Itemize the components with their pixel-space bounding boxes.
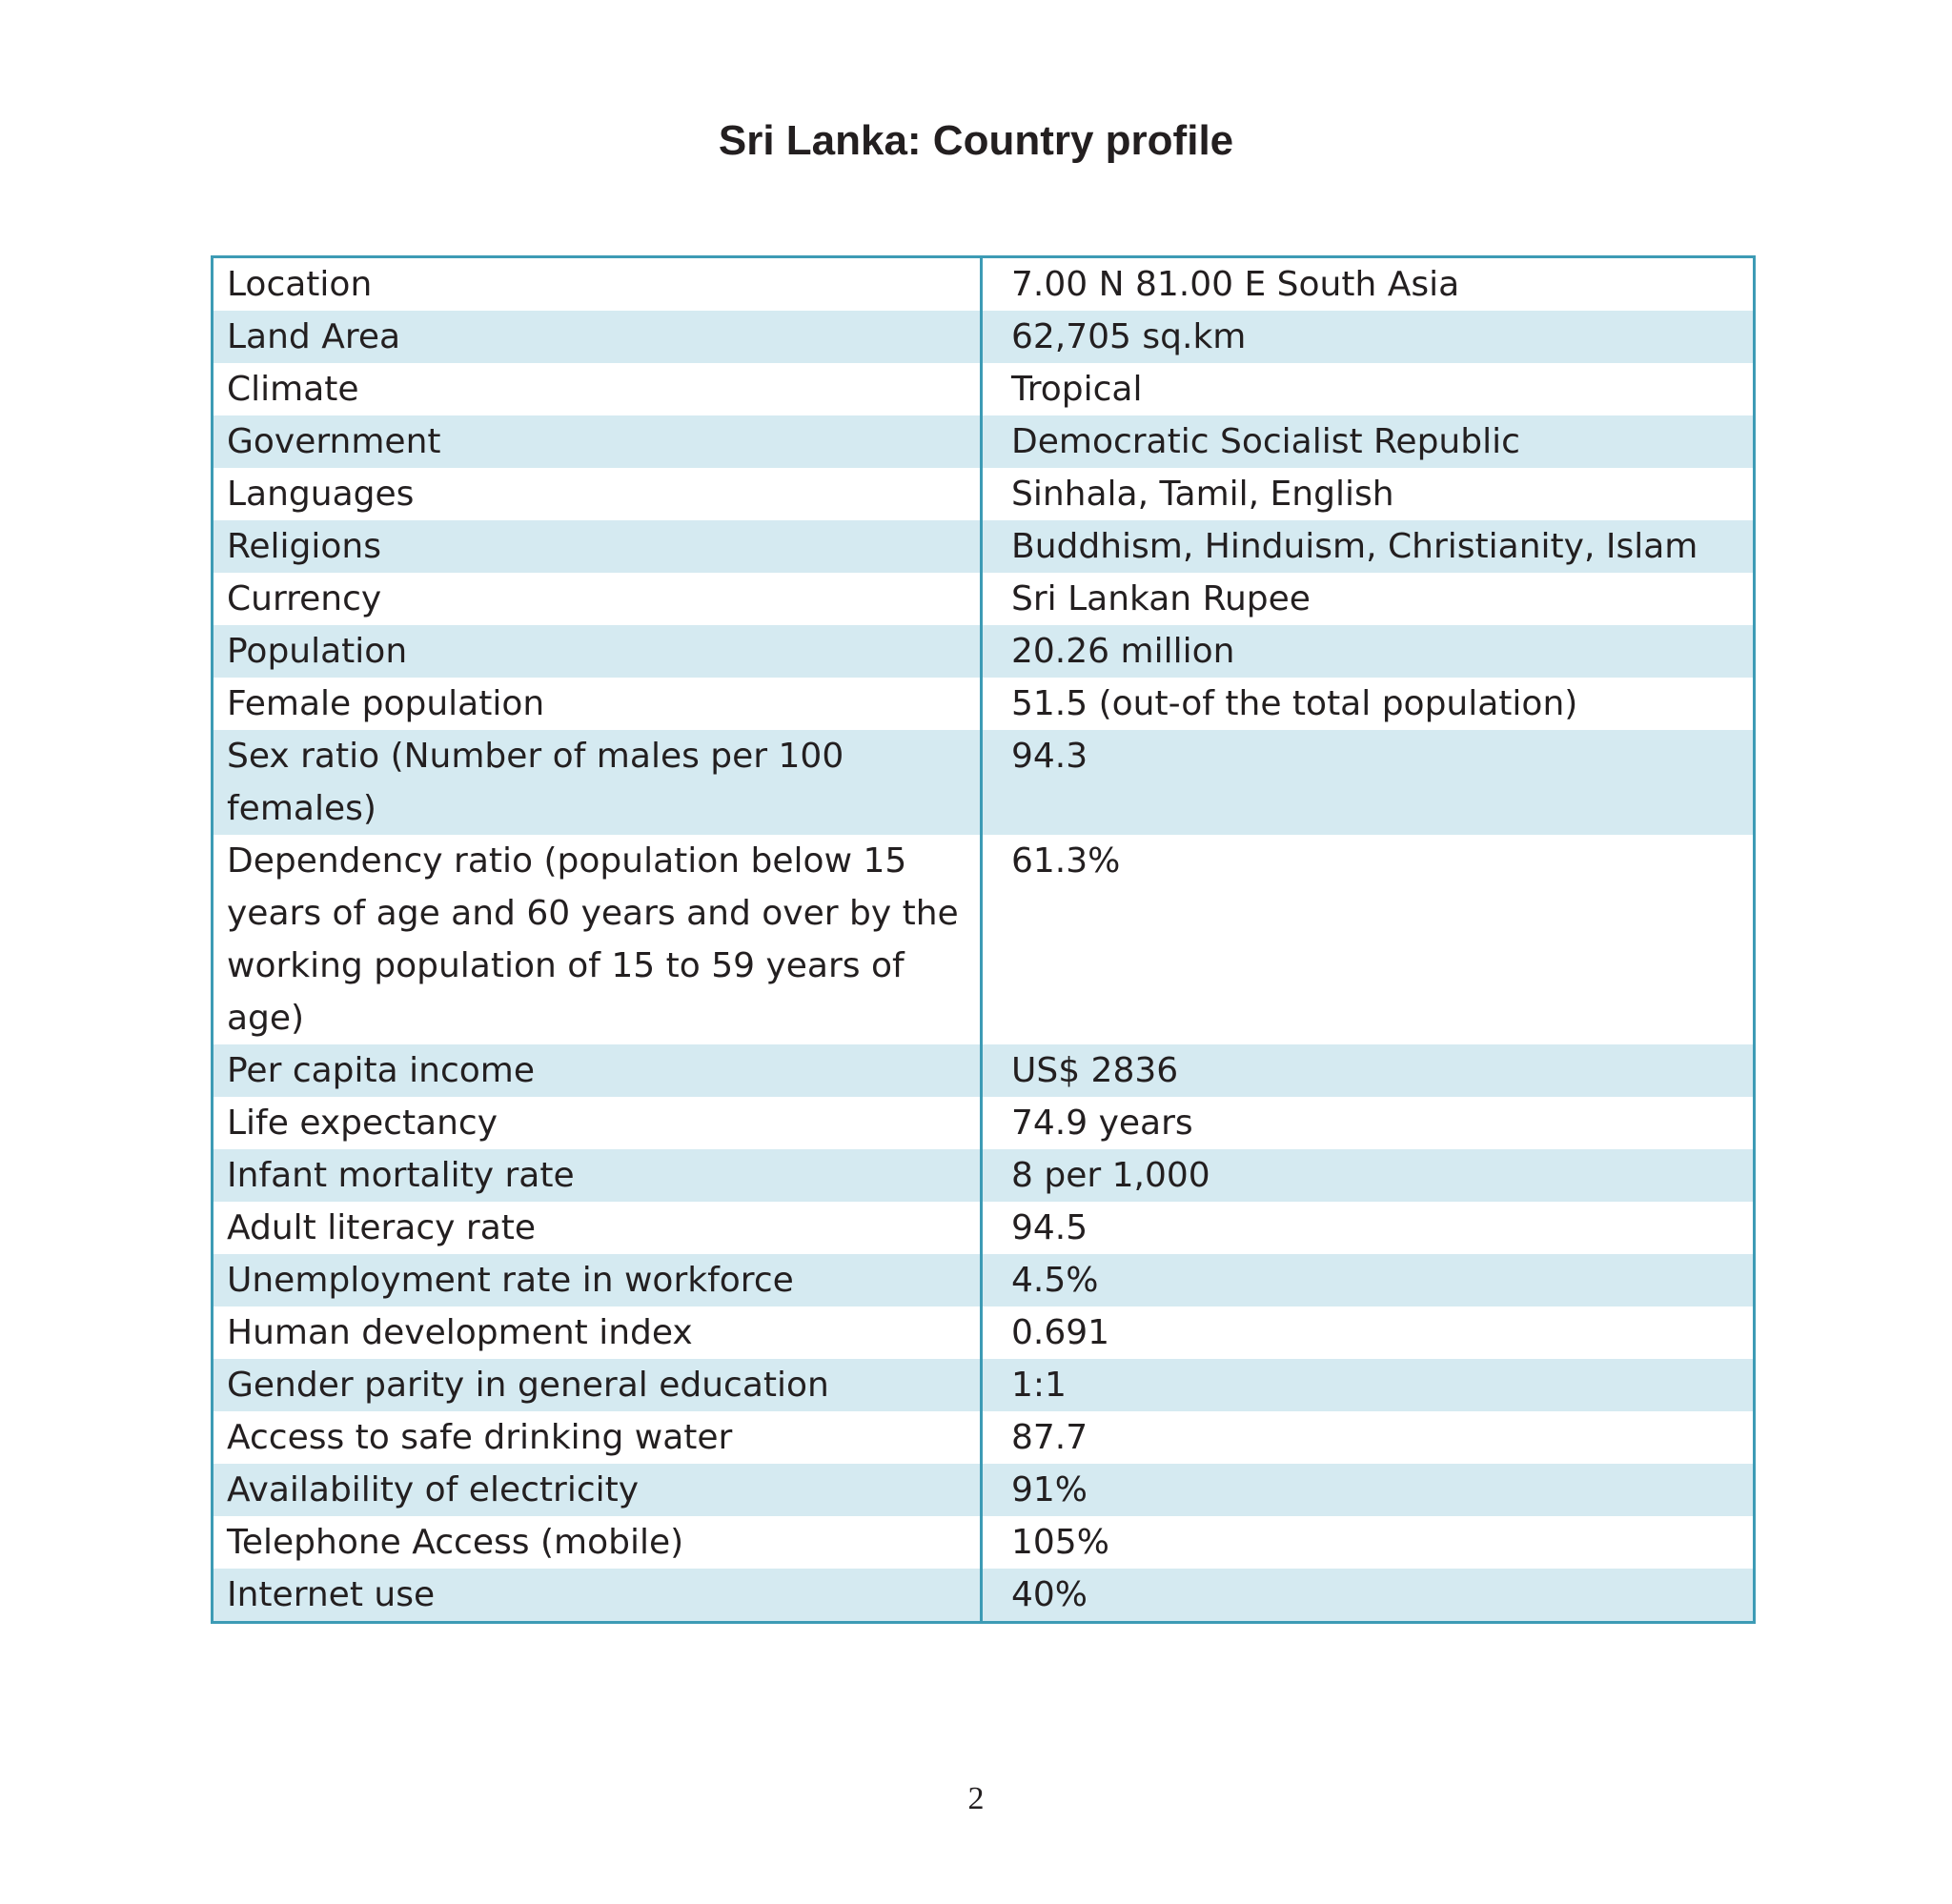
row-label: Sex ratio (Number of males per 100 females): [213, 730, 982, 835]
row-label: Currency: [213, 573, 982, 625]
row-label: Human development index: [213, 1306, 982, 1359]
table-row: [213, 1044, 1755, 1097]
row-value: 1:1: [982, 1359, 1755, 1411]
table-row: [213, 625, 1755, 678]
row-value: 8 per 1,000: [982, 1149, 1755, 1202]
table-row: [213, 415, 1755, 468]
row-value: Sri Lankan Rupee: [1011, 579, 1311, 618]
table-row: [213, 257, 1755, 312]
row-value: 7.00 N 81.00 E South Asia: [1011, 265, 1460, 304]
row-label: Location: [213, 257, 982, 312]
row-value: 91%: [982, 1464, 1755, 1516]
table-row: [213, 678, 1755, 730]
table-row: [213, 1411, 1755, 1464]
row-value: 51.5 (out-of the total population): [1011, 684, 1578, 723]
row-label: Unemployment rate in workforce: [213, 1254, 982, 1306]
page-title: Sri Lanka: Country profile: [718, 117, 1234, 164]
table-row: [213, 520, 1755, 573]
row-value: Sinhala, Tamil, English: [1011, 475, 1394, 514]
row-label: Telephone Access (mobile): [213, 1516, 982, 1569]
table-row: [213, 1569, 1755, 1623]
row-value: 74.9 years: [1011, 1104, 1193, 1143]
row-value: 94.3: [982, 730, 1755, 835]
row-label: Gender parity in general education: [213, 1359, 982, 1411]
row-value: 94.5: [1011, 1208, 1088, 1247]
row-value: Democratic Socialist Republic: [982, 415, 1755, 468]
row-label: Dependency ratio (population below 15 years of age and 60 years and over by the working population of 15 to 59 years of age): [213, 835, 982, 1044]
row-value: 105%: [1011, 1523, 1109, 1562]
row-label: Land Area: [213, 311, 982, 363]
table-row: [213, 1202, 1755, 1254]
table-row: [213, 1464, 1755, 1516]
table-row: [213, 363, 1755, 415]
table-row: [213, 1516, 1755, 1569]
table-row: [213, 1306, 1755, 1359]
row-value: 0.691: [1011, 1313, 1110, 1352]
table-row: [213, 730, 1755, 835]
table-row: [213, 311, 1755, 363]
row-label: Internet use: [213, 1569, 982, 1623]
row-label: Life expectancy: [213, 1097, 982, 1149]
table-row: [213, 1359, 1755, 1411]
row-value: 87.7: [1011, 1418, 1088, 1457]
row-value: 20.26 million: [982, 625, 1755, 678]
row-value: 4.5%: [982, 1254, 1755, 1306]
table-row: [213, 573, 1755, 625]
row-label: Per capita income: [213, 1044, 982, 1097]
table-row: [213, 1149, 1755, 1202]
row-value: 61.3%: [1011, 841, 1121, 881]
country-profile-table: [211, 255, 1756, 1624]
row-label: Population: [213, 625, 982, 678]
row-label: Female population: [213, 678, 982, 730]
row-value: US$ 2836: [982, 1044, 1755, 1097]
row-label: Infant mortality rate: [213, 1149, 982, 1202]
row-label: Access to safe drinking water: [213, 1411, 982, 1464]
row-value: 62,705 sq.km: [982, 311, 1755, 363]
table-row: [213, 1254, 1755, 1306]
row-value: Tropical: [1011, 370, 1143, 409]
row-value: 40%: [982, 1569, 1755, 1623]
row-label: Adult literacy rate: [213, 1202, 982, 1254]
table-row: [213, 468, 1755, 520]
row-label: Languages: [213, 468, 982, 520]
row-label: Climate: [213, 363, 982, 415]
row-label: Government: [213, 415, 982, 468]
page-number: 2: [967, 1781, 985, 1816]
row-label: Availability of electricity: [213, 1464, 982, 1516]
row-label: Religions: [213, 520, 982, 573]
row-value: Buddhism, Hinduism, Christianity, Islam: [982, 520, 1755, 573]
table-row: [213, 1097, 1755, 1149]
table-row: [213, 835, 1755, 1044]
